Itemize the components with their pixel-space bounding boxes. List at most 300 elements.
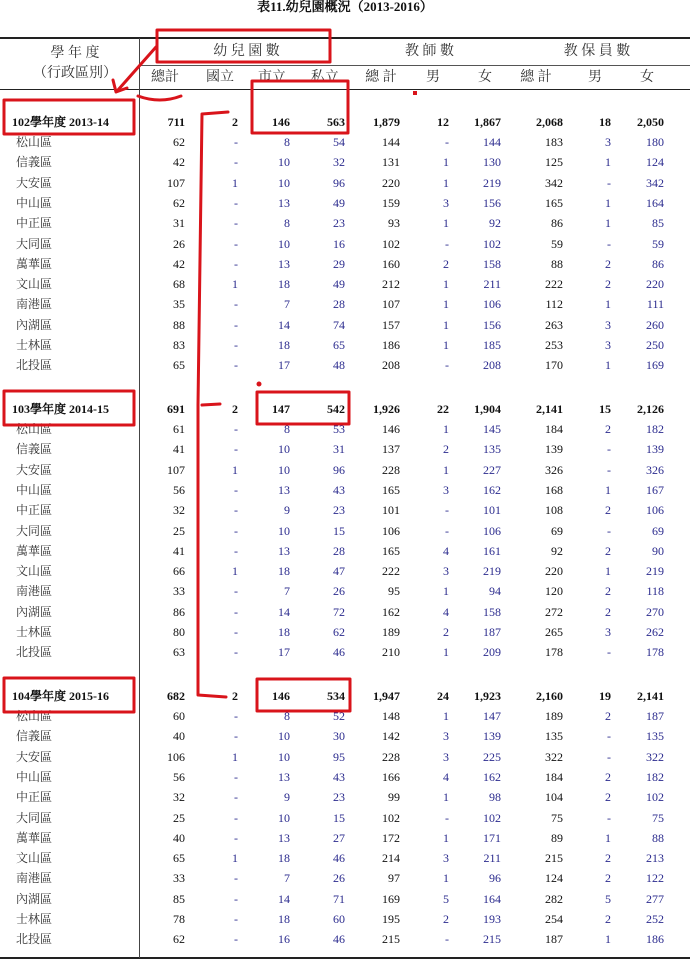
cell-caregiver-male: 1 [605,831,611,845]
cell-municipal: 10 [278,155,290,169]
cell-caregiver-total: 2,160 [536,689,563,703]
cell-caregiver-male: 2 [605,709,611,723]
cell-caregiver-total: 326 [545,463,563,477]
cell-caregiver-male: - [607,176,611,190]
cell-teacher-female: 1,923 [474,689,501,703]
cell-municipal: 10 [278,811,290,825]
cell-national: - [234,503,238,517]
cell-teacher-total: 160 [382,257,400,271]
district-row [0,848,690,868]
cell-teacher-male: 3 [443,729,449,743]
cell-caregiver-female: 2,141 [637,689,664,703]
cell-municipal: 7 [284,871,290,885]
cell-caregiver-female: 277 [646,892,664,906]
cell-total: 68 [173,277,185,291]
underline-mark [138,96,181,100]
cell-private: 65 [333,338,345,352]
district-name: 中正區 [16,503,53,517]
cell-caregiver-female: 90 [652,544,664,558]
cell-private: 43 [333,483,345,497]
district-name: 大同區 [16,811,53,825]
cell-teacher-total: 1,879 [373,115,400,129]
cell-private: 26 [333,584,345,598]
cell-municipal: 10 [278,524,290,538]
cell-teacher-female: 144 [483,135,501,149]
cell-caregiver-female: 139 [646,442,664,456]
cell-municipal: 7 [284,584,290,598]
district-name: 萬華區 [16,544,53,558]
cell-caregiver-female: 59 [652,237,664,251]
cell-caregiver-female: 164 [646,196,664,210]
cell-caregiver-total: 89 [551,831,563,845]
cell-teacher-male: - [445,358,449,372]
cell-private: 49 [333,277,345,291]
cell-teacher-male: - [445,811,449,825]
cell-teacher-male: - [445,524,449,538]
cell-national: 1 [232,564,238,578]
cell-caregiver-total: 187 [545,932,563,946]
cell-national: - [234,422,238,436]
cell-teacher-total: 165 [382,483,400,497]
cell-total: 83 [173,338,185,352]
cell-total: 40 [173,729,185,743]
cell-teacher-total: 189 [382,625,400,639]
cell-caregiver-male: 2 [605,605,611,619]
annotation-dot [257,382,262,387]
cell-national: - [234,871,238,885]
header-total: 總計 [151,70,179,85]
district-row [0,419,690,439]
year-label: 103學年度 2014-15 [12,402,109,416]
cell-teacher-female: 187 [483,625,501,639]
cell-municipal: 8 [284,709,290,723]
cell-teacher-male: 1 [443,176,449,190]
cell-private: 32 [333,155,345,169]
cell-private: 72 [333,605,345,619]
cell-caregiver-female: 124 [646,155,664,169]
cell-caregiver-female: 169 [646,358,664,372]
cell-teacher-total: 101 [382,503,400,517]
cell-national: 2 [232,689,238,703]
cell-caregiver-total: 253 [545,338,563,352]
cell-national: - [234,338,238,352]
cell-caregiver-female: 186 [646,932,664,946]
cell-national: - [234,442,238,456]
cell-caregiver-female: 102 [646,790,664,804]
cell-private: 28 [333,297,345,311]
cell-total: 65 [173,851,185,865]
district-name: 文山區 [16,564,53,578]
cell-caregiver-total: 125 [545,155,563,169]
cell-teacher-female: 147 [483,709,501,723]
cell-caregiver-total: 282 [545,892,563,906]
cell-teacher-female: 171 [483,831,501,845]
cell-municipal: 13 [278,831,290,845]
cell-teacher-female: 219 [483,176,501,190]
cell-caregiver-total: 59 [551,237,563,251]
district-name: 松山區 [16,135,53,149]
cell-caregiver-male: 3 [605,318,611,332]
cell-total: 42 [173,155,185,169]
cell-teacher-total: 95 [388,584,400,598]
cell-total: 62 [173,932,185,946]
cell-total: 56 [173,483,185,497]
cell-teacher-male: 1 [443,463,449,477]
district-row [0,868,690,888]
cell-private: 563 [327,115,345,129]
cell-total: 63 [173,645,185,659]
cell-total: 80 [173,625,185,639]
cell-teacher-male: 1 [443,709,449,723]
district-row [0,561,690,581]
cell-caregiver-female: 187 [646,709,664,723]
cell-municipal: 13 [278,544,290,558]
cell-teacher-male: 4 [443,544,449,558]
subheader-rule [139,65,690,66]
cell-total: 65 [173,358,185,372]
cell-teacher-female: 96 [489,871,501,885]
district-row [0,213,690,233]
cell-total: 107 [167,176,185,190]
cell-caregiver-male: 2 [605,422,611,436]
cell-total: 711 [167,115,185,129]
cell-private: 534 [327,689,345,703]
cell-private: 29 [333,257,345,271]
cell-teacher-female: 219 [483,564,501,578]
cell-caregiver-male: - [607,524,611,538]
cell-total: 106 [167,750,185,764]
cell-teacher-total: 137 [382,442,400,456]
cell-caregiver-male: 2 [605,851,611,865]
district-row [0,622,690,642]
cell-caregiver-male: 3 [605,625,611,639]
district-row [0,581,690,601]
cell-total: 61 [173,422,185,436]
cell-teacher-total: 131 [382,155,400,169]
cell-municipal: 16 [278,932,290,946]
cell-municipal: 146 [272,115,290,129]
cell-teacher-female: 92 [489,216,501,230]
cell-municipal: 14 [278,892,290,906]
cell-teacher-total: 222 [382,564,400,578]
table-title: 表11.幼兒園概況（2013-2016） [257,0,433,14]
cell-municipal: 17 [278,645,290,659]
district-row [0,828,690,848]
district-row [0,355,690,375]
cell-teacher-female: 158 [483,257,501,271]
cell-caregiver-male: 1 [605,564,611,578]
cell-private: 47 [333,564,345,578]
cell-teacher-male: 1 [443,831,449,845]
cell-teacher-male: 1 [443,584,449,598]
district-row [0,439,690,459]
cell-caregiver-female: 326 [646,463,664,477]
cell-caregiver-male: - [607,750,611,764]
cell-caregiver-male: - [607,811,611,825]
district-name: 大同區 [16,237,53,251]
cell-teacher-female: 209 [483,645,501,659]
cell-private: 27 [333,831,345,845]
cell-teacher-male: 1 [443,645,449,659]
header-teacher-total: 總 計 [365,70,397,85]
cell-teacher-female: 156 [483,318,501,332]
cell-caregiver-male: 19 [599,689,611,703]
cell-total: 32 [173,503,185,517]
cell-teacher-total: 166 [382,770,400,784]
cell-municipal: 10 [278,750,290,764]
cell-caregiver-total: 2,141 [536,402,563,416]
cell-caregiver-female: 220 [646,277,664,291]
district-name: 南港區 [16,584,53,598]
cell-teacher-total: 220 [382,176,400,190]
year-total-row [0,112,690,132]
cell-caregiver-female: 250 [646,338,664,352]
cell-caregiver-total: 2,068 [536,115,563,129]
cell-caregiver-total: 263 [545,318,563,332]
cell-total: 33 [173,584,185,598]
cell-municipal: 8 [284,135,290,149]
cell-municipal: 18 [278,564,290,578]
district-name: 北投區 [16,932,53,946]
cell-teacher-female: 101 [483,503,501,517]
district-name: 中山區 [16,770,53,784]
cell-caregiver-female: 88 [652,831,664,845]
cell-caregiver-male: 3 [605,135,611,149]
district-row [0,929,690,949]
cell-private: 48 [333,358,345,372]
district-name: 內湖區 [16,605,53,619]
cell-municipal: 18 [278,625,290,639]
cell-teacher-female: 227 [483,463,501,477]
cell-teacher-total: 169 [382,892,400,906]
cell-caregiver-total: 69 [551,524,563,538]
cell-teacher-total: 99 [388,790,400,804]
district-name: 大安區 [16,750,53,764]
cell-caregiver-male: 1 [605,297,611,311]
cell-caregiver-female: 182 [646,422,664,436]
cell-teacher-male: 3 [443,196,449,210]
cell-private: 46 [333,932,345,946]
cell-caregiver-total: 92 [551,544,563,558]
cell-teacher-female: 162 [483,770,501,784]
district-name: 南港區 [16,871,53,885]
cell-private: 31 [333,442,345,456]
cell-teacher-total: 148 [382,709,400,723]
annotation-speck [413,91,417,95]
cell-national: - [234,770,238,784]
cell-teacher-total: 165 [382,544,400,558]
district-name: 萬華區 [16,831,53,845]
district-row [0,254,690,274]
cell-caregiver-female: 252 [646,912,664,926]
district-row [0,152,690,172]
cell-caregiver-total: 322 [545,750,563,764]
cell-municipal: 14 [278,318,290,332]
year-total-row [0,686,690,706]
cell-teacher-total: 107 [382,297,400,311]
cell-teacher-total: 228 [382,463,400,477]
district-row [0,500,690,520]
header-caregiver-female: 女 [640,70,654,85]
cell-teacher-total: 1,926 [373,402,400,416]
cell-private: 15 [333,524,345,538]
cell-private: 74 [333,318,345,332]
cell-national: 1 [232,463,238,477]
cell-private: 23 [333,216,345,230]
district-row [0,808,690,828]
district-name: 南港區 [16,297,53,311]
cell-municipal: 18 [278,338,290,352]
cell-municipal: 13 [278,257,290,271]
district-name: 士林區 [16,338,53,352]
cell-caregiver-male: 1 [605,932,611,946]
cell-total: 26 [173,237,185,251]
cell-national: - [234,216,238,230]
cell-caregiver-total: 168 [545,483,563,497]
cell-teacher-male: 2 [443,912,449,926]
header-teacher-female: 女 [478,70,492,85]
district-name: 中正區 [16,216,53,230]
cell-caregiver-male: 2 [605,912,611,926]
cell-total: 25 [173,811,185,825]
cell-teacher-male: 4 [443,770,449,784]
cell-national: - [234,318,238,332]
cell-caregiver-total: 342 [545,176,563,190]
cell-teacher-female: 185 [483,338,501,352]
cell-municipal: 9 [284,790,290,804]
cell-caregiver-total: 124 [545,871,563,885]
cell-private: 15 [333,811,345,825]
cell-teacher-female: 94 [489,584,501,598]
district-row [0,787,690,807]
cell-teacher-male: 3 [443,483,449,497]
district-name: 內湖區 [16,892,53,906]
cell-total: 31 [173,216,185,230]
cell-caregiver-female: 69 [652,524,664,538]
district-row [0,274,690,294]
cell-national: - [234,358,238,372]
cell-caregiver-total: 139 [545,442,563,456]
cell-total: 66 [173,564,185,578]
cell-teacher-female: 135 [483,442,501,456]
cell-teacher-total: 142 [382,729,400,743]
header-teacher-male: 男 [426,70,440,85]
district-name: 中山區 [16,483,53,497]
cell-caregiver-total: 135 [545,729,563,743]
cell-teacher-male: 3 [443,750,449,764]
cell-teacher-total: 102 [382,811,400,825]
cell-teacher-female: 1,867 [474,115,501,129]
cell-municipal: 10 [278,237,290,251]
cell-national: - [234,135,238,149]
district-name: 信義區 [16,729,53,743]
cell-total: 33 [173,871,185,885]
cell-municipal: 18 [278,277,290,291]
cell-teacher-male: 3 [443,564,449,578]
cell-national: - [234,257,238,271]
cell-caregiver-male: - [607,729,611,743]
cell-national: - [234,483,238,497]
cell-private: 30 [333,729,345,743]
cell-total: 85 [173,892,185,906]
cell-teacher-female: 161 [483,544,501,558]
cell-private: 54 [333,135,345,149]
cell-teacher-total: 106 [382,524,400,538]
cell-teacher-female: 102 [483,237,501,251]
district-name: 文山區 [16,851,53,865]
cell-teacher-male: 1 [443,155,449,169]
cell-caregiver-male: 2 [605,277,611,291]
cell-caregiver-female: 2,050 [637,115,664,129]
cell-municipal: 9 [284,503,290,517]
district-name: 中山區 [16,196,53,210]
cell-private: 96 [333,176,345,190]
cell-national: - [234,811,238,825]
cell-municipal: 146 [272,689,290,703]
header-municipal: 市立 [258,70,286,85]
cell-teacher-male: - [445,237,449,251]
cell-national: - [234,605,238,619]
cell-caregiver-total: 108 [545,503,563,517]
cell-caregiver-female: 270 [646,605,664,619]
cell-private: 71 [333,892,345,906]
cell-teacher-male: - [445,135,449,149]
cell-national: - [234,709,238,723]
cell-teacher-male: 2 [443,442,449,456]
cell-caregiver-total: 178 [545,645,563,659]
cell-total: 41 [173,442,185,456]
cell-private: 96 [333,463,345,477]
cell-caregiver-total: 215 [545,851,563,865]
cell-caregiver-female: 118 [646,584,664,598]
cell-municipal: 10 [278,463,290,477]
cell-caregiver-male: 2 [605,790,611,804]
cell-caregiver-total: 165 [545,196,563,210]
cell-teacher-total: 1,947 [373,689,400,703]
cell-teacher-female: 130 [483,155,501,169]
district-row [0,706,690,726]
year-label: 104學年度 2015-16 [12,689,109,703]
cell-total: 62 [173,196,185,210]
cell-caregiver-male: - [607,463,611,477]
cell-private: 46 [333,851,345,865]
cell-caregiver-female: 111 [646,297,664,311]
cell-caregiver-total: 220 [545,564,563,578]
cell-total: 60 [173,709,185,723]
cell-caregiver-male: 1 [605,155,611,169]
cell-caregiver-total: 112 [545,297,563,311]
cell-teacher-total: 159 [382,196,400,210]
cell-teacher-female: 162 [483,483,501,497]
cell-national: - [234,729,238,743]
cell-private: 28 [333,544,345,558]
cell-national: - [234,237,238,251]
cell-total: 88 [173,318,185,332]
cell-municipal: 13 [278,196,290,210]
cell-caregiver-total: 254 [545,912,563,926]
cell-teacher-male: 2 [443,625,449,639]
cell-teacher-male: 3 [443,851,449,865]
cell-caregiver-female: 75 [652,811,664,825]
cell-private: 16 [333,237,345,251]
cell-caregiver-male: 2 [605,584,611,598]
cell-municipal: 17 [278,358,290,372]
cell-caregiver-male: 5 [605,892,611,906]
district-name: 文山區 [16,277,53,291]
cell-caregiver-male: 3 [605,338,611,352]
cell-teacher-female: 211 [483,277,501,291]
cell-caregiver-female: 2,126 [637,402,664,416]
